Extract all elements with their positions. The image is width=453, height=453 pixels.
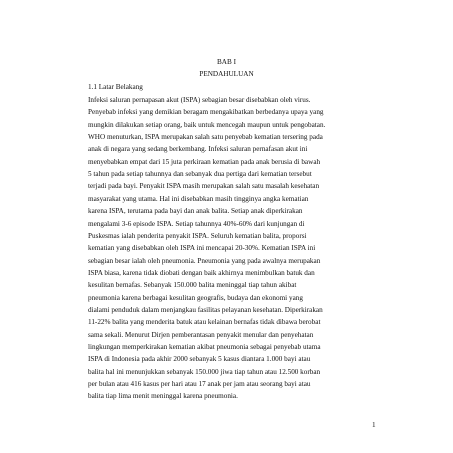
paragraph-line: terjadi pada bayi. Penyakit ISPA masih merupakan salah satu masalah kesehatan bbox=[88, 182, 320, 191]
chapter-number: BAB I bbox=[217, 58, 236, 66]
paragraph-line: karena ISPA, terutama pada bayi dan anak balita. Setiap anak diperkirakan bbox=[88, 207, 303, 216]
paragraph-line: lingkungan memperkirakan kematian akibat pneumonia sebagai penyebab utama bbox=[88, 343, 321, 351]
paragraph-line: kematian yang disebabkan oleh ISPA ini mencapai 20-30%. Kematian ISPA ini bbox=[88, 244, 316, 253]
paragraph-line: sebagian besar ialah oleh pneumonia. Pneumonia yang pada awalnya merupakan bbox=[88, 256, 321, 265]
paragraph-line: anak di negara yang sedang berkembang. Infeksi saluran pernafasan akut ini bbox=[88, 145, 308, 154]
paragraph-line: masyarakat yang utama. Hal ini disebabkan masih tingginya angka kematian bbox=[88, 194, 309, 203]
paragraph-line: WHO menuturkan, ISPA merupakan salah satu penyebab kematian tersering pada bbox=[88, 133, 323, 142]
paragraph-line: dialami penduduk dalam menjangkau fasilitas pelayanan kesehatan. Diperkirakan bbox=[88, 305, 323, 314]
paragraph-line: Infeksi saluran pernapasan akut (ISPA) sebagian besar disebabkan oleh virus. bbox=[88, 96, 311, 104]
paragraph-line: balita hal ini menunjukkan sebanyak 150.000 jiwa tiap tahun atau 12.500 korban bbox=[88, 367, 321, 376]
paragraph-line: Penyebab infeksi yang demikian beragam mengakibatkan berbedanya upaya yang bbox=[88, 108, 324, 117]
paragraph-line: Puskesmas ialah penderita penyakit ISPA. Seluruh kematian balita, proporsi bbox=[88, 231, 307, 240]
paragraph-line: menyebabkan empat dari 15 juta perkiraan kematian pada anak berusia di bawah bbox=[88, 157, 321, 166]
page-number: 1 bbox=[372, 421, 376, 429]
chapter-title: PENDAHULUAN bbox=[199, 70, 254, 78]
paragraph-line: mungkin dilakukan setiap orang, baik untuk mencegah maupun untuk pengobatan. bbox=[88, 120, 326, 129]
paragraph-line: 11-22% balita yang menderita batuk atau kelainan bernafas tidak dibawa berobat bbox=[88, 318, 321, 327]
paragraph-line: mengalami 3-6 episode ISPA. Setiap tahunnya 40%-60% dari kunjungan di bbox=[88, 219, 305, 228]
paragraph-line: pneumonia karena berbagai kesulitan geografis, budaya dan ekonomi yang bbox=[88, 293, 303, 302]
paragraph-line: 5 tahun pada setiap tahunnya dan sebanyak dua pertiga dari kematian tersebut bbox=[88, 170, 312, 179]
paragraph-line: kesulitan bernafas. Sebanyak 150.000 balita meninggal tiap tahun akibat bbox=[88, 281, 297, 290]
section-heading: 1.1 Latar Belakang bbox=[88, 83, 143, 91]
paragraph-line: ISPA biasa, karena tidak diobati dengan baik akhirnya menimbulkan batuk dan bbox=[88, 268, 315, 277]
paragraph-line: balita tiap lima menit meninggal karena pneumonia. bbox=[88, 392, 238, 401]
paragraph-line: sama sekali. Menurut Dirjen pemberantasan penyakit menular dan penyehatan bbox=[88, 330, 314, 339]
paragraph-line: per bulan atau 416 kasus per hari atau 17 anak per jam atau seorang bayi atau bbox=[88, 380, 311, 389]
paragraph-line: ISPA di Indonesia pada akhir 2000 sebanyak 5 kasus diantara 1.000 bayi atau bbox=[88, 355, 311, 364]
